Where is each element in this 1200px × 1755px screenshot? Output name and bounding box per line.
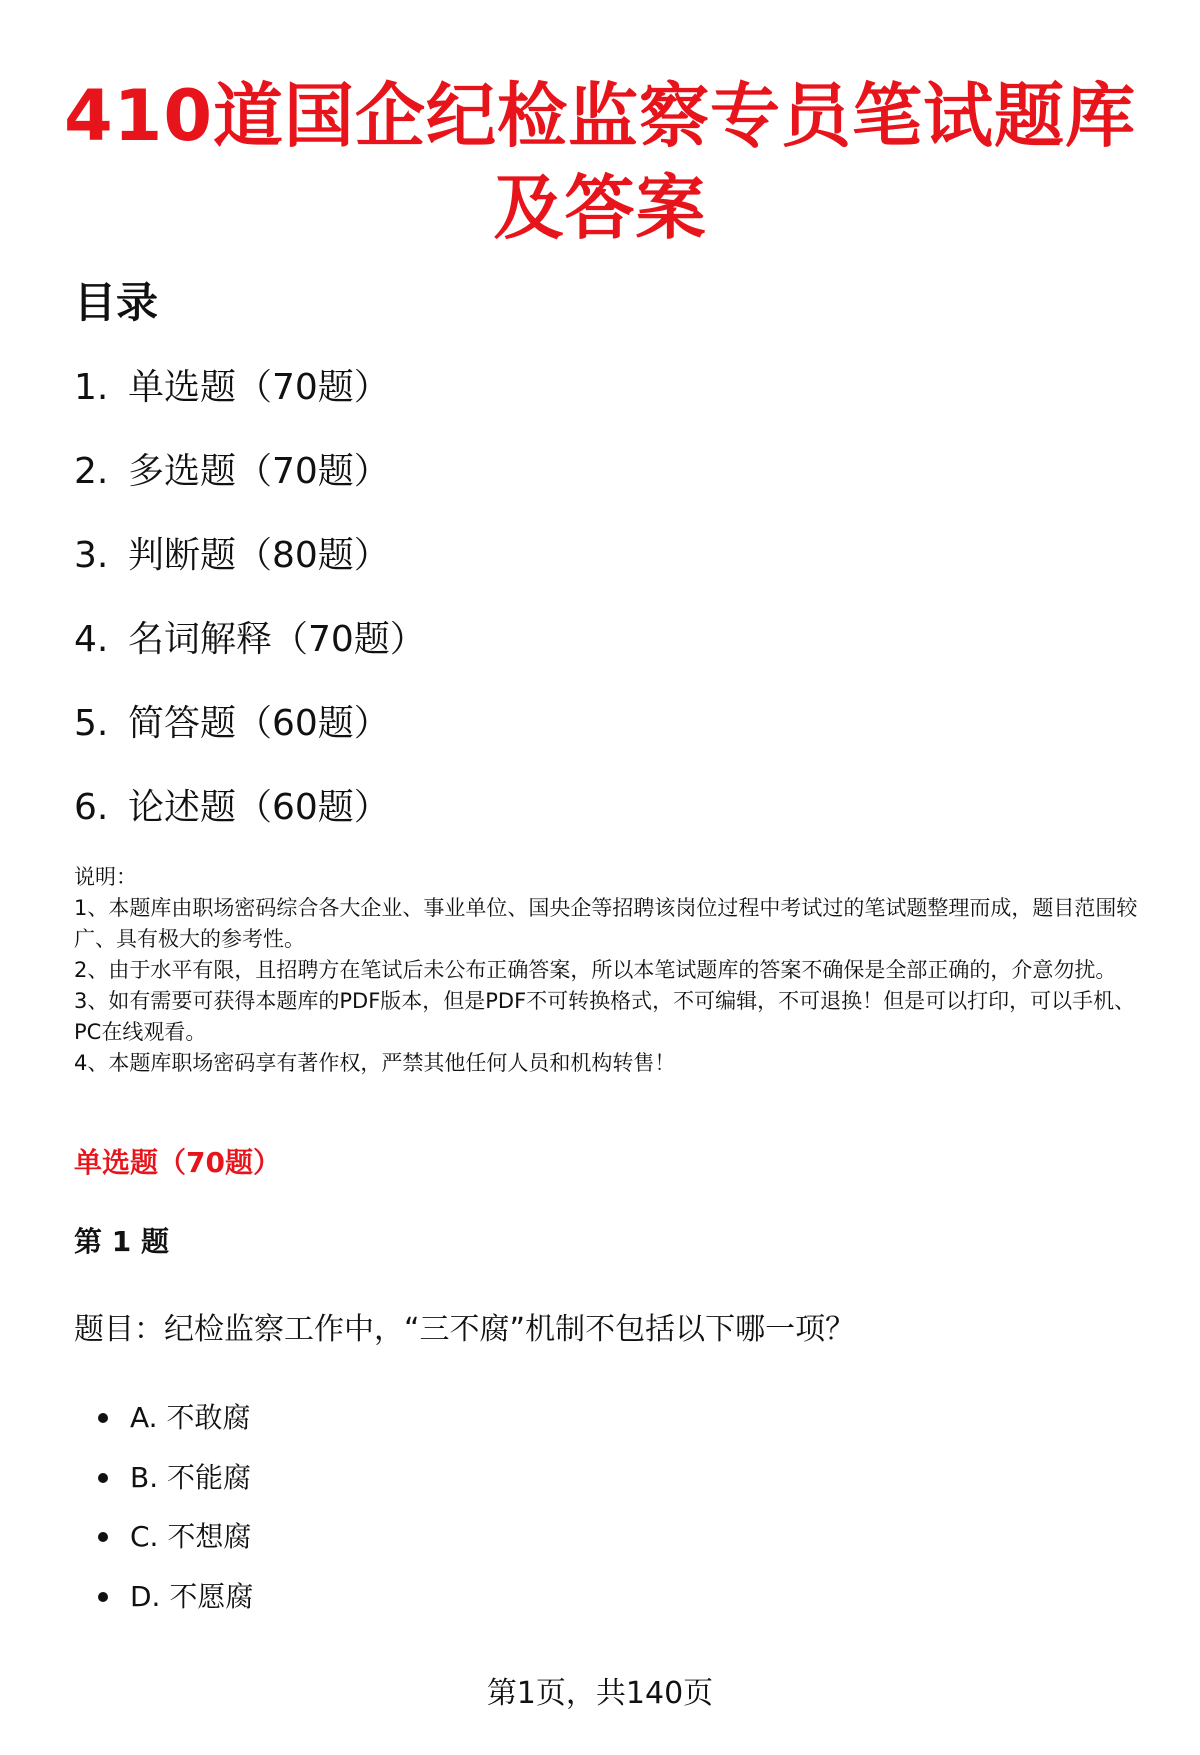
document-title: 410道国企纪检监察专员笔试题库及答案 [63, 75, 1137, 249]
option-item [74, 1397, 253, 1457]
toc-item-number: 1. [74, 367, 109, 408]
toc-item [74, 698, 426, 782]
toc-item [74, 446, 426, 530]
toc-item-label: 判断题（80题） [128, 535, 390, 576]
option-label: D. 不愿腐 [130, 1579, 254, 1613]
toc-item [74, 362, 426, 446]
note-item: 1、本题库由职场密码综合各大企业、事业单位、国央企等招聘该岗位过程中考试过的笔试题整理而成，题目范围较广、具有极大的参考性。 [74, 896, 1138, 951]
notes-heading: 说明： [74, 865, 137, 889]
toc-list [74, 362, 426, 866]
toc-item-number: 4. [74, 619, 109, 660]
page-footer: 第1页，共140页 [486, 1676, 714, 1711]
toc-item-number: 5. [74, 703, 109, 744]
toc-item-label: 多选题（70题） [128, 451, 390, 492]
option-item [74, 1457, 253, 1517]
option-label: C. 不想腐 [130, 1520, 252, 1553]
option-label: A. 不敢腐 [130, 1401, 251, 1434]
toc-item [74, 782, 426, 866]
section-title: 单选题（70题） [74, 1146, 281, 1179]
toc-item-label: 单选题（70题） [128, 367, 390, 408]
option-label: B. 不能腐 [130, 1460, 252, 1494]
option-item [74, 1516, 253, 1576]
question-text: 题目：纪检监察工作中，“三不腐”机制不包括以下哪一项？ [74, 1312, 856, 1347]
option-item [74, 1576, 253, 1636]
bullet-icon [98, 1532, 108, 1542]
toc-item-number: 3. [74, 535, 109, 576]
note-item: 3、如有需要可获得本题库的PDF版本，但是PDF不可转换格式，不可编辑，不可退换！但是可以打印，可以手机、PC在线观看。 [74, 989, 1136, 1044]
toc-item-number: 6. [74, 787, 109, 828]
toc-item [74, 614, 426, 698]
toc-item [74, 530, 426, 614]
note-item: 2、由于水平有限，且招聘方在笔试后未公布正确答案，所以本笔试题库的答案不确保是全部正确的，介意勿扰。 [74, 958, 1117, 982]
options-list [74, 1397, 253, 1635]
question-number: 第 1 题 [74, 1225, 169, 1258]
bullet-icon [98, 1473, 108, 1483]
notes-block [74, 862, 1154, 1079]
toc-heading: 目录 [74, 278, 159, 327]
toc-item-label: 名词解释（70题） [128, 619, 426, 660]
toc-item-label: 简答题（60题） [128, 703, 390, 744]
bullet-icon [98, 1413, 108, 1423]
toc-item-number: 2. [74, 451, 109, 492]
bullet-icon [98, 1592, 108, 1602]
toc-item-label: 论述题（60题） [128, 787, 390, 828]
note-item: 4、本题库职场密码享有著作权，严禁其他任何人员和机构转售！ [74, 1051, 676, 1075]
